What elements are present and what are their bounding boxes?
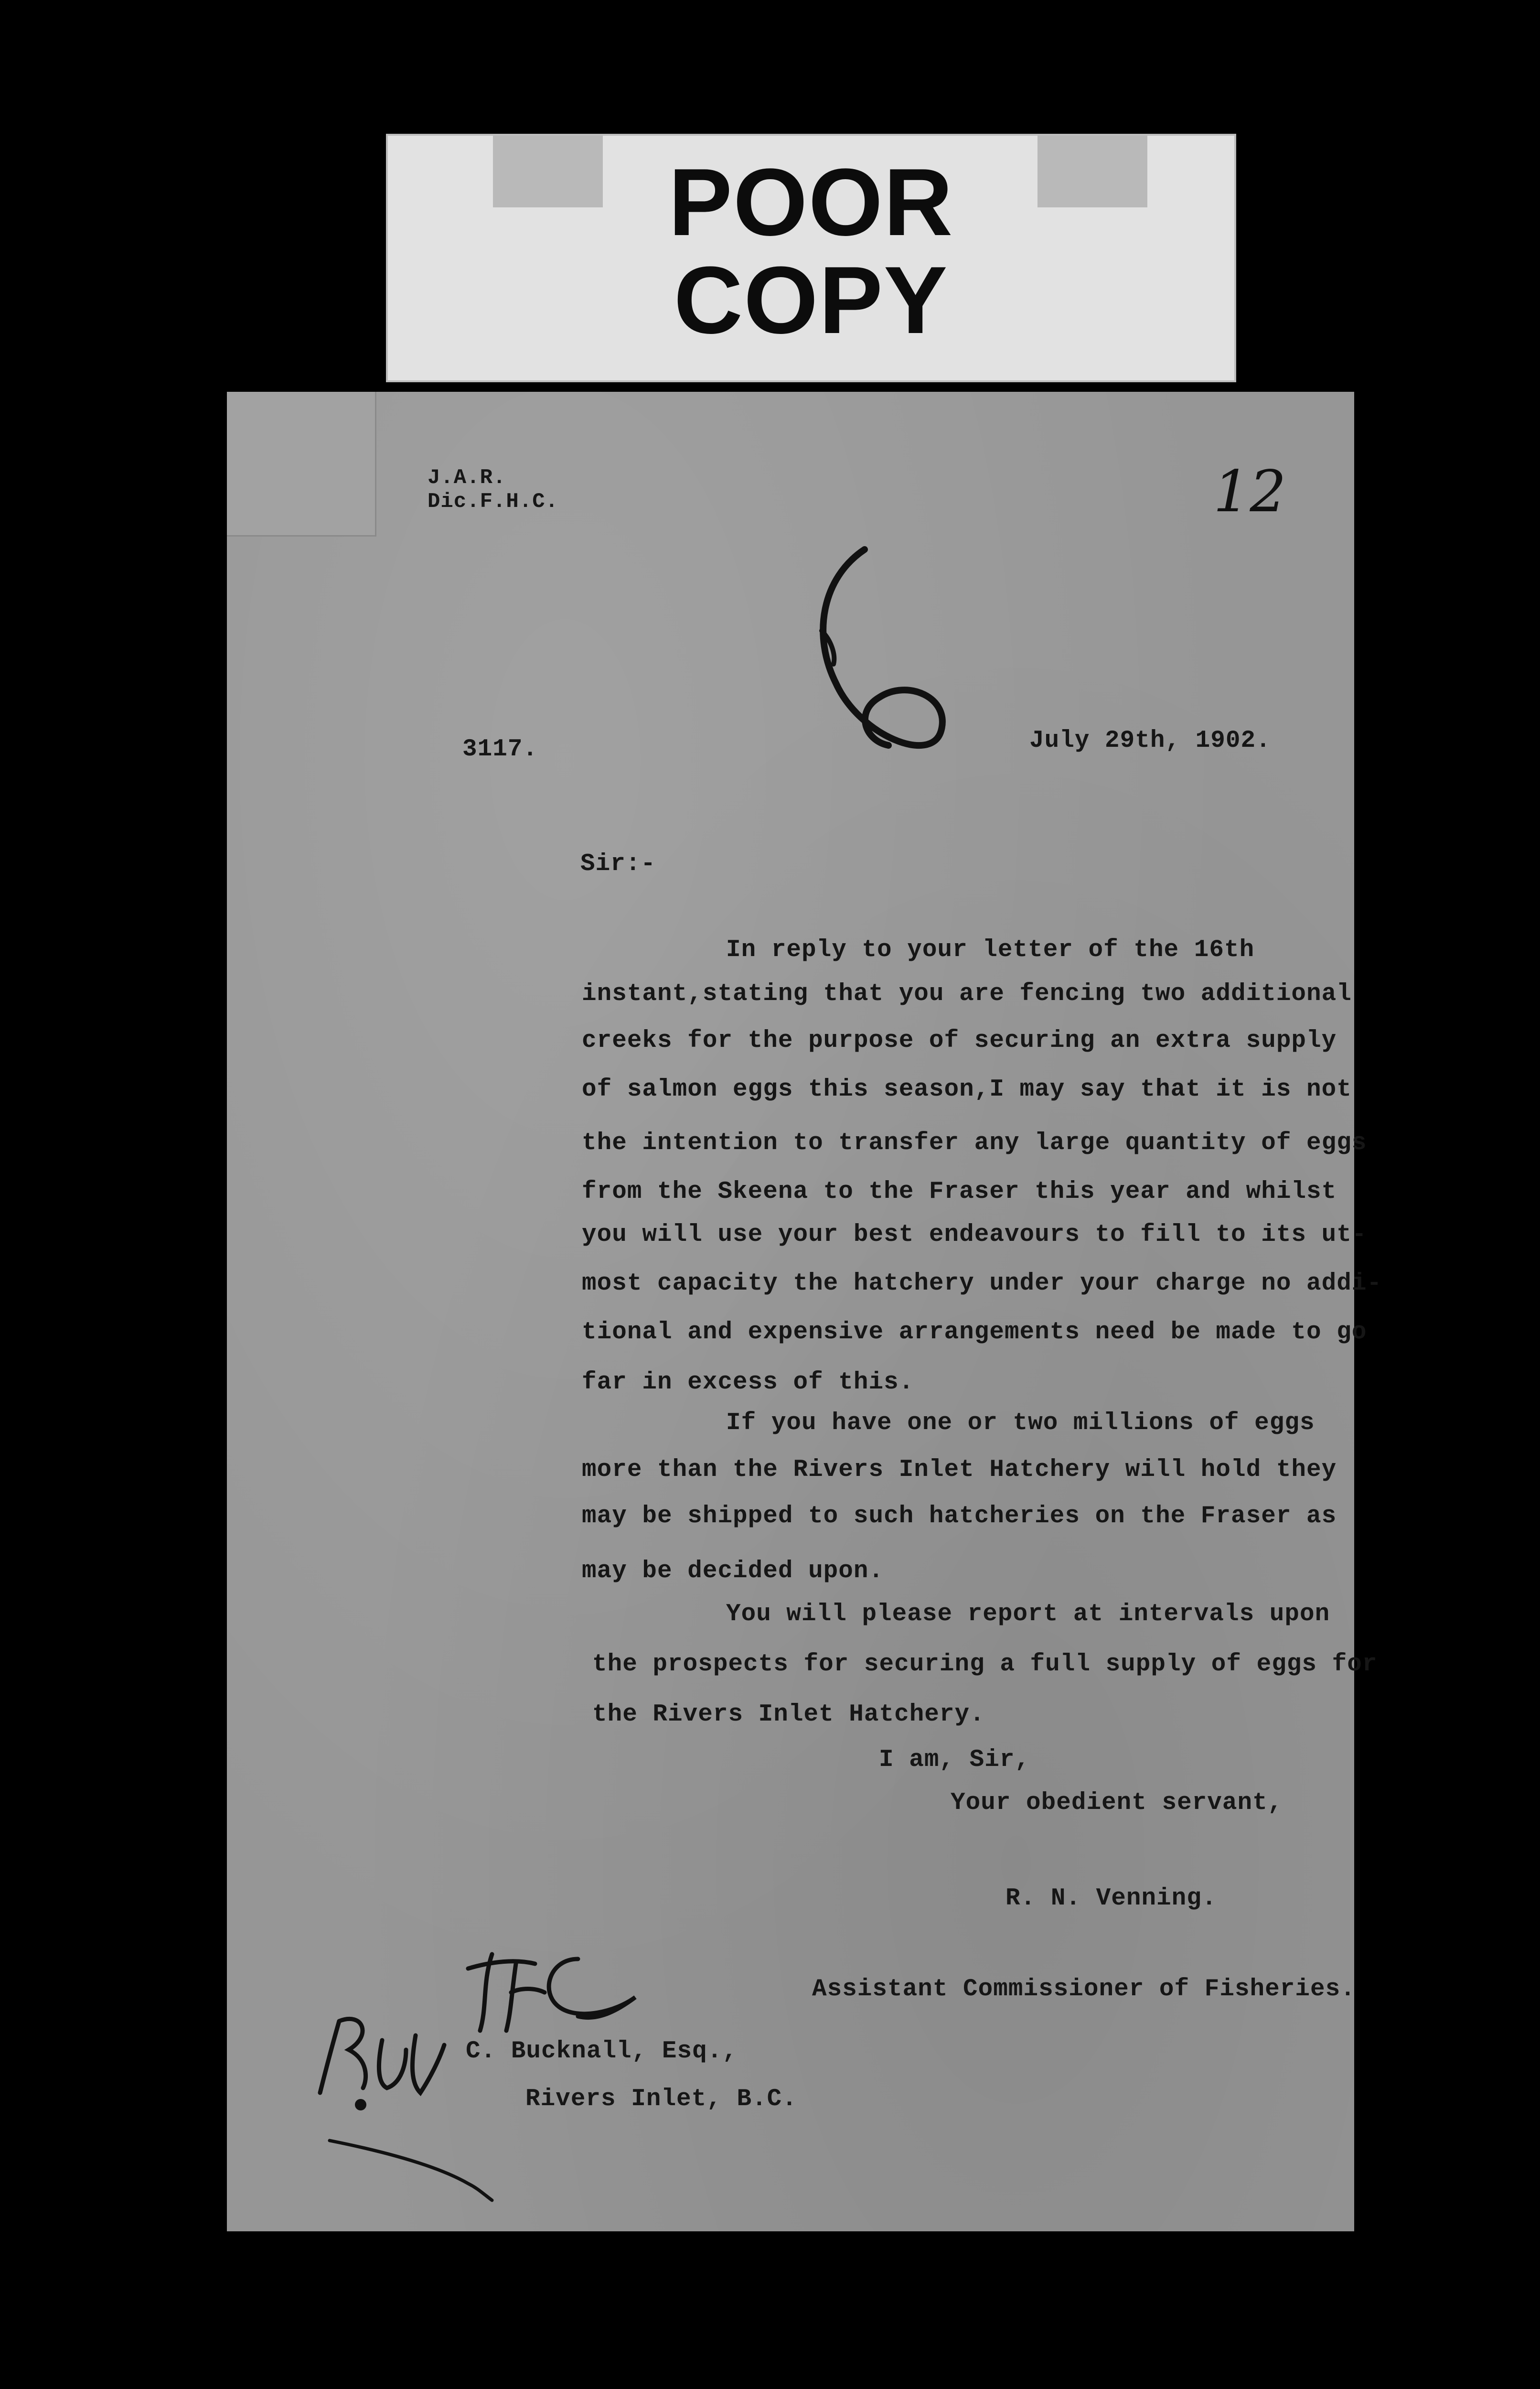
signature: R. N. Venning. xyxy=(1005,1885,1217,1912)
closing-line-1: I am, Sir, xyxy=(879,1746,1030,1774)
body-line: you will use your best endeavours to fill to its ut- xyxy=(582,1221,1367,1248)
body-line: far in excess of this. xyxy=(582,1369,914,1396)
handwritten-six-mark xyxy=(793,540,965,788)
letter-margin-strip xyxy=(227,392,376,537)
addressee-line-2: Rivers Inlet, B.C. xyxy=(525,2086,797,2113)
body-line: more than the Rivers Inlet Hatchery will hold they xyxy=(582,1456,1337,1484)
letter-date: July 29th, 1902. xyxy=(1029,727,1271,754)
addressee-line-1: C. Bucknall, Esq., xyxy=(466,2038,738,2065)
poor-copy-stamp xyxy=(386,134,1236,382)
signature-title: Assistant Commissioner of Fisheries. xyxy=(812,1976,1356,2003)
body-line: may be shipped to such hatcheries on the Fraser as xyxy=(582,1503,1337,1530)
body-line: You will please report at intervals upon xyxy=(726,1601,1330,1628)
body-line: In reply to your letter of the 16th xyxy=(726,936,1255,964)
body-line: from the Skeena to the Fraser this year and whilst xyxy=(582,1178,1337,1205)
handwritten-initials xyxy=(310,1940,654,2207)
initials-line-1: J.A.R. xyxy=(428,466,506,490)
closing-line-2: Your obedient servant, xyxy=(951,1789,1283,1817)
body-line: the Rivers Inlet Hatchery. xyxy=(592,1701,985,1728)
body-line: most capacity the hatchery under your charge no addi- xyxy=(582,1270,1382,1297)
body-line: the prospects for securing a full supply of eggs for xyxy=(592,1651,1378,1678)
page-number: 12 xyxy=(1213,459,1286,525)
stamp-line-2: COPY xyxy=(674,247,949,354)
stamp-line-1: POOR xyxy=(668,149,954,256)
body-line: tional and expensive arrangements need be made to go xyxy=(582,1319,1367,1346)
body-line: may be decided upon. xyxy=(582,1558,884,1585)
body-line: If you have one or two millions of eggs xyxy=(726,1410,1315,1437)
salutation: Sir:- xyxy=(580,850,656,878)
body-line: instant,stating that you are fencing two additional xyxy=(582,980,1352,1008)
body-line: of salmon eggs this season,I may say that it is not xyxy=(582,1076,1352,1103)
body-line: the intention to transfer any large quantity of eggs xyxy=(582,1130,1367,1157)
body-line: creeks for the purpose of securing an extra supply xyxy=(582,1027,1337,1055)
file-number: 3117. xyxy=(462,736,538,763)
initials-line-2: Dic.F.H.C. xyxy=(428,490,559,514)
